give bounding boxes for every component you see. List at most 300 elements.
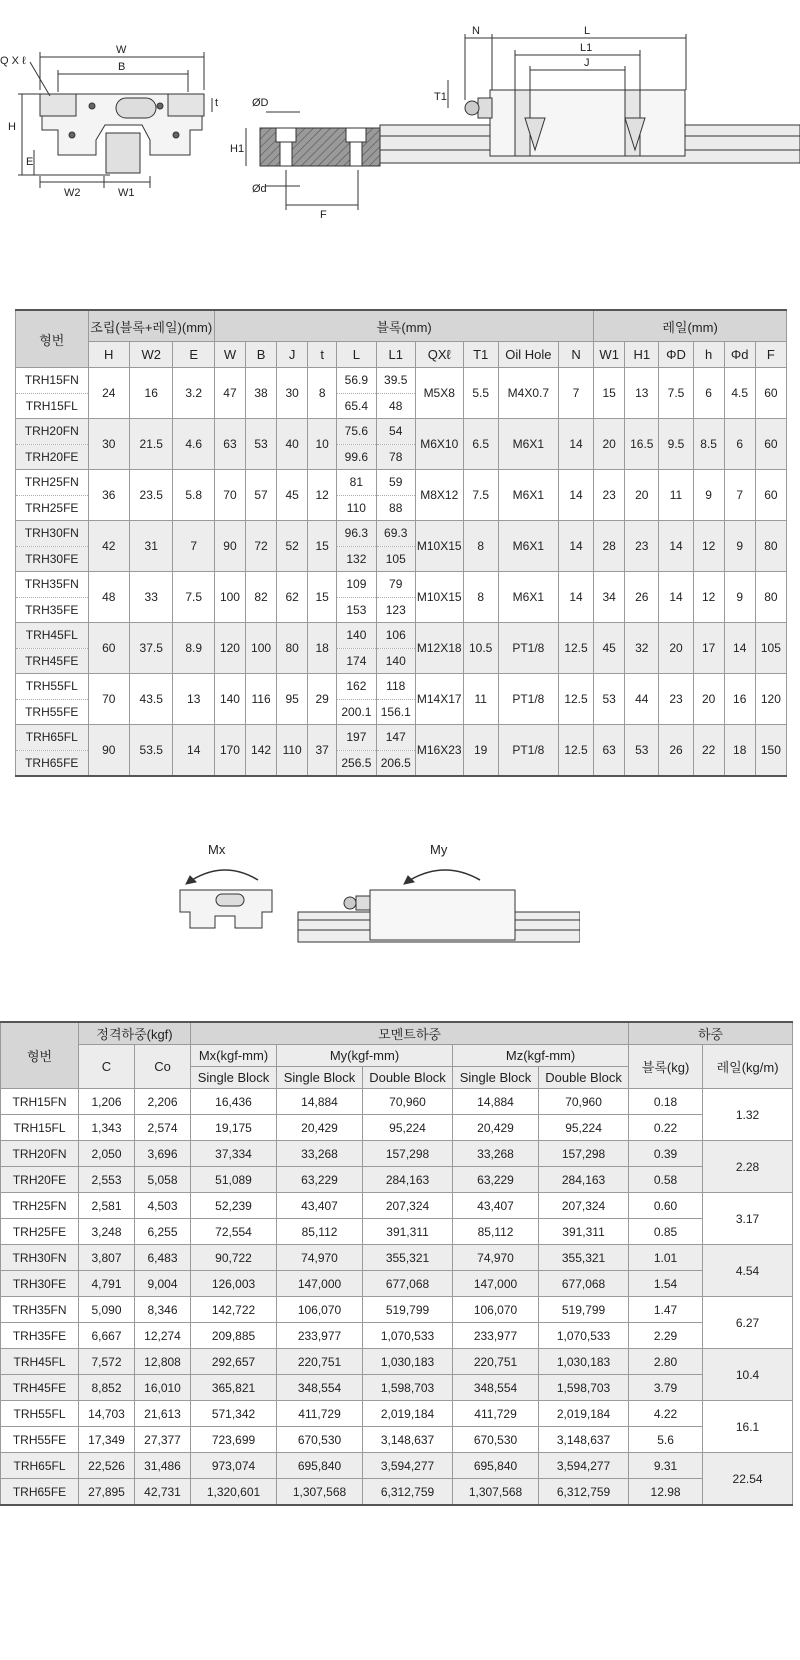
spec-cell: 12.5 [558, 674, 593, 725]
load-row [1, 1271, 793, 1297]
label-l: L [584, 25, 591, 37]
spec-cell: 8.9 [173, 623, 214, 674]
label-t: t [215, 97, 219, 109]
spec-cell: 80 [277, 623, 308, 674]
spec-cell: 59 [376, 470, 415, 496]
header-col: E [173, 342, 214, 368]
spec-cell: 8.5 [693, 419, 724, 470]
header-col: T1 [463, 342, 498, 368]
label-t1: T1 [434, 91, 447, 103]
spec-cell: 12.5 [558, 623, 593, 674]
header-col: H1 [625, 342, 659, 368]
model-cell: TRH30FE [16, 546, 89, 572]
header-col: H [88, 342, 129, 368]
spec-cell: 43.5 [129, 674, 173, 725]
load-cell: 6,312,759 [363, 1479, 453, 1506]
label-w2: W2 [64, 187, 81, 199]
model-cell: TRH45FL [16, 623, 89, 649]
spec-cell: 20 [659, 623, 693, 674]
load-cell: TRH25FE [1, 1219, 79, 1245]
load-cell: 3.79 [629, 1375, 703, 1401]
load-cell: 4,503 [135, 1193, 191, 1219]
load-cell: 14,884 [277, 1089, 363, 1115]
load-cell: 365,821 [191, 1375, 277, 1401]
load-cell: 106,070 [453, 1297, 539, 1323]
header-col: L [337, 342, 376, 368]
spec-cell: M6X1 [498, 521, 558, 572]
load-cell: 63,229 [453, 1167, 539, 1193]
load-cell: 20,429 [453, 1115, 539, 1141]
header-col: B [246, 342, 277, 368]
load-cell: TRH35FN [1, 1297, 79, 1323]
spec-cell: 60 [755, 368, 786, 419]
load-cell: 12.98 [629, 1479, 703, 1506]
spec-cell: 105 [755, 623, 786, 674]
spec-cell: 28 [594, 521, 625, 572]
load-row [1, 1115, 793, 1141]
load-header-block: 블록(kg) [629, 1045, 703, 1089]
load-cell: 2,050 [79, 1141, 135, 1167]
rail-weight-cell: 22.54 [703, 1453, 793, 1506]
load-cell: 106,070 [277, 1297, 363, 1323]
spec-cell: 12 [308, 470, 337, 521]
spec-cell: 30 [88, 419, 129, 470]
spec-cell: 96.3 [337, 521, 376, 547]
header-model: 형번 [16, 310, 89, 368]
load-cell: 1.54 [629, 1271, 703, 1297]
load-cell: 51,089 [191, 1167, 277, 1193]
load-cell: 695,840 [453, 1453, 539, 1479]
load-cell: 33,268 [277, 1141, 363, 1167]
model-cell: TRH25FE [16, 495, 89, 521]
spec-cell: 60 [755, 470, 786, 521]
spec-cell: 153 [337, 597, 376, 623]
load-cell: 22,526 [79, 1453, 135, 1479]
spec-cell: 9 [724, 521, 755, 572]
rail-weight-cell: 1.32 [703, 1089, 793, 1141]
load-cell: 1,307,568 [277, 1479, 363, 1506]
spec-cell: 45 [594, 623, 625, 674]
spec-cell: 72 [246, 521, 277, 572]
spec-cell: 63 [594, 725, 625, 777]
spec-cell: M8X12 [415, 470, 463, 521]
load-cell: 63,229 [277, 1167, 363, 1193]
spec-cell: 53.5 [129, 725, 173, 777]
spec-row [16, 725, 787, 751]
load-cell: 74,970 [453, 1245, 539, 1271]
load-cell: 126,003 [191, 1271, 277, 1297]
spec-cell: 6 [724, 419, 755, 470]
load-cell: 670,530 [453, 1427, 539, 1453]
spec-cell: 69.3 [376, 521, 415, 547]
load-header-c: C [79, 1045, 135, 1089]
spec-cell: 60 [88, 623, 129, 674]
load-cell: 348,554 [277, 1375, 363, 1401]
spec-cell: 174 [337, 648, 376, 674]
spec-cell: 16 [129, 368, 173, 419]
load-header-moment: 모멘트하중 [191, 1022, 629, 1045]
rail-weight-cell: 4.54 [703, 1245, 793, 1297]
spec-cell: M12X18 [415, 623, 463, 674]
load-cell: 43,407 [453, 1193, 539, 1219]
spec-cell: 47 [214, 368, 245, 419]
spec-cell: M16X23 [415, 725, 463, 777]
load-cell: 355,321 [363, 1245, 453, 1271]
load-row [1, 1349, 793, 1375]
spec-cell: 10 [308, 419, 337, 470]
load-cell: 355,321 [539, 1245, 629, 1271]
label-n: N [472, 25, 480, 37]
load-header-rated: 정격하중(kgf) [79, 1022, 191, 1045]
header-col: t [308, 342, 337, 368]
load-cell: TRH35FE [1, 1323, 79, 1349]
spec-cell: 14 [558, 521, 593, 572]
load-cell: 3,594,277 [363, 1453, 453, 1479]
load-cell: 209,885 [191, 1323, 277, 1349]
spec-cell: 30 [277, 368, 308, 419]
load-row [1, 1401, 793, 1427]
spec-cell: 150 [755, 725, 786, 777]
load-row [1, 1089, 793, 1115]
load-row [1, 1141, 793, 1167]
spec-cell: 62 [277, 572, 308, 623]
load-cell: 157,298 [363, 1141, 453, 1167]
spec-cell: 57 [246, 470, 277, 521]
load-cell: 391,311 [539, 1219, 629, 1245]
spec-cell: 156.1 [376, 699, 415, 725]
spec-cell: 95 [277, 674, 308, 725]
spec-row [16, 368, 787, 394]
header-col: L1 [376, 342, 415, 368]
spec-cell: 22 [693, 725, 724, 777]
moment-diagram [160, 840, 580, 960]
spec-cell: 197 [337, 725, 376, 751]
model-cell: TRH55FL [16, 674, 89, 700]
header-rail: 레일(mm) [594, 310, 787, 342]
label-phi-d-small: Ød [252, 183, 267, 195]
spec-cell: 33 [129, 572, 173, 623]
spec-cell: M4X0.7 [498, 368, 558, 419]
spec-cell: 106 [376, 623, 415, 649]
spec-cell: 45 [277, 470, 308, 521]
spec-cell: 42 [88, 521, 129, 572]
load-cell: 3,148,637 [363, 1427, 453, 1453]
spec-cell: 15 [594, 368, 625, 419]
load-header-my-double: Double Block [363, 1067, 453, 1089]
load-cell: TRH65FE [1, 1479, 79, 1506]
load-cell: TRH65FL [1, 1453, 79, 1479]
load-cell: 14,703 [79, 1401, 135, 1427]
load-cell: 1,030,183 [363, 1349, 453, 1375]
label-h1: H1 [230, 143, 245, 155]
load-cell: 3,807 [79, 1245, 135, 1271]
spec-cell: 29 [308, 674, 337, 725]
spec-cell: 7.5 [463, 470, 498, 521]
spec-cell: 53 [594, 674, 625, 725]
spec-cell: 147 [376, 725, 415, 751]
spec-row [16, 674, 787, 700]
label-h: H [8, 121, 16, 133]
label-b: B [118, 61, 126, 73]
load-cell: 233,977 [277, 1323, 363, 1349]
load-cell: 16,436 [191, 1089, 277, 1115]
model-cell: TRH35FE [16, 597, 89, 623]
spec-cell: 14 [659, 521, 693, 572]
load-cell: 6,312,759 [539, 1479, 629, 1506]
spec-cell: 5.8 [173, 470, 214, 521]
spec-cell: 12 [693, 572, 724, 623]
spec-cell: 70 [214, 470, 245, 521]
load-cell: 1.01 [629, 1245, 703, 1271]
load-cell: 6,483 [135, 1245, 191, 1271]
load-cell: 1,070,533 [363, 1323, 453, 1349]
spec-cell: 48 [88, 572, 129, 623]
load-cell: 9,004 [135, 1271, 191, 1297]
spec-cell: 14 [724, 623, 755, 674]
spec-cell: 118 [376, 674, 415, 700]
header-col: W [214, 342, 245, 368]
model-cell: TRH65FE [16, 750, 89, 776]
load-cell: TRH25FN [1, 1193, 79, 1219]
load-cell: 8,852 [79, 1375, 135, 1401]
load-cell: 95,224 [539, 1115, 629, 1141]
load-cell: 233,977 [453, 1323, 539, 1349]
load-cell: 0.60 [629, 1193, 703, 1219]
spec-cell: 14 [659, 572, 693, 623]
spec-cell: 88 [376, 495, 415, 521]
load-cell: TRH45FE [1, 1375, 79, 1401]
label-e: E [26, 156, 34, 168]
spec-cell: 200.1 [337, 699, 376, 725]
model-cell: TRH20FN [16, 419, 89, 445]
spec-row [16, 623, 787, 649]
load-cell: TRH55FE [1, 1427, 79, 1453]
spec-cell: 81 [337, 470, 376, 496]
load-cell: 2,019,184 [363, 1401, 453, 1427]
label-qxl: Q X ℓ [0, 55, 26, 67]
spec-cell: 7 [724, 470, 755, 521]
load-cell: TRH20FN [1, 1141, 79, 1167]
spec-cell: 54 [376, 419, 415, 445]
spec-cell: M6X1 [498, 419, 558, 470]
spec-cell: 10.5 [463, 623, 498, 674]
spec-row [16, 572, 787, 598]
label-my: My [430, 842, 448, 857]
load-cell: 70,960 [539, 1089, 629, 1115]
spec-cell: 12 [693, 521, 724, 572]
load-cell: 43,407 [277, 1193, 363, 1219]
spec-cell: 13 [173, 674, 214, 725]
spec-cell: 8 [463, 572, 498, 623]
spec-cell: 44 [625, 674, 659, 725]
load-header-my-single: Single Block [277, 1067, 363, 1089]
spec-cell: 16.5 [625, 419, 659, 470]
load-header-weight: 하중 [629, 1022, 793, 1045]
load-cell: TRH45FL [1, 1349, 79, 1375]
header-col: h [693, 342, 724, 368]
spec-cell: 18 [308, 623, 337, 674]
load-cell: TRH15FL [1, 1115, 79, 1141]
load-cell: 220,751 [277, 1349, 363, 1375]
header-assembly: 조립(블록+레일)(mm) [88, 310, 214, 342]
load-row [1, 1167, 793, 1193]
load-row [1, 1479, 793, 1506]
load-cell: 147,000 [277, 1271, 363, 1297]
rail-weight-cell: 10.4 [703, 1349, 793, 1401]
load-cell: 0.22 [629, 1115, 703, 1141]
load-cell: 90,722 [191, 1245, 277, 1271]
load-header-mz-double: Double Block [539, 1067, 629, 1089]
spec-row [16, 470, 787, 496]
load-header-mz-single: Single Block [453, 1067, 539, 1089]
label-phi-d-big: ØD [252, 97, 269, 109]
load-cell: 20,429 [277, 1115, 363, 1141]
load-header-rail: 레일(kg/m) [703, 1045, 793, 1089]
dimension-drawings [0, 0, 800, 230]
spec-cell: 3.2 [173, 368, 214, 419]
load-cell: 723,699 [191, 1427, 277, 1453]
spec-table [15, 309, 787, 777]
spec-cell: 140 [337, 623, 376, 649]
header-col: F [755, 342, 786, 368]
spec-cell: 100 [246, 623, 277, 674]
load-cell: 9.31 [629, 1453, 703, 1479]
load-cell: 284,163 [539, 1167, 629, 1193]
load-cell: 0.85 [629, 1219, 703, 1245]
model-cell: TRH65FL [16, 725, 89, 751]
spec-cell: 8 [308, 368, 337, 419]
header-col: W2 [129, 342, 173, 368]
spec-cell: 9 [724, 572, 755, 623]
model-cell: TRH35FN [16, 572, 89, 598]
model-cell: TRH55FE [16, 699, 89, 725]
spec-cell: 4.5 [724, 368, 755, 419]
spec-cell: 7 [558, 368, 593, 419]
label-w1: W1 [118, 187, 135, 199]
header-col: QXℓ [415, 342, 463, 368]
header-col: W1 [594, 342, 625, 368]
load-cell: 677,068 [539, 1271, 629, 1297]
load-cell: TRH15FN [1, 1089, 79, 1115]
load-cell: TRH30FN [1, 1245, 79, 1271]
load-cell: 0.18 [629, 1089, 703, 1115]
load-cell: 37,334 [191, 1141, 277, 1167]
spec-cell: 206.5 [376, 750, 415, 776]
spec-cell: PT1/8 [498, 623, 558, 674]
load-cell: 2,581 [79, 1193, 135, 1219]
spec-cell: 11 [659, 470, 693, 521]
load-cell: 220,751 [453, 1349, 539, 1375]
label-w: W [116, 44, 127, 56]
load-cell: 3,248 [79, 1219, 135, 1245]
load-cell: 72,554 [191, 1219, 277, 1245]
spec-cell: 8 [463, 521, 498, 572]
load-cell: 8,346 [135, 1297, 191, 1323]
load-cell: 2,553 [79, 1167, 135, 1193]
load-cell: 142,722 [191, 1297, 277, 1323]
load-cell: 3,148,637 [539, 1427, 629, 1453]
load-cell: 17,349 [79, 1427, 135, 1453]
spec-cell: 20 [594, 419, 625, 470]
spec-cell: 70 [88, 674, 129, 725]
spec-cell: 15 [308, 521, 337, 572]
load-cell: 3,594,277 [539, 1453, 629, 1479]
load-cell: 95,224 [363, 1115, 453, 1141]
spec-cell: 18 [724, 725, 755, 777]
load-cell: 74,970 [277, 1245, 363, 1271]
spec-cell: 14 [558, 572, 593, 623]
spec-cell: 110 [337, 495, 376, 521]
spec-cell: 14 [558, 419, 593, 470]
label-f: F [320, 209, 327, 221]
load-cell: 14,884 [453, 1089, 539, 1115]
spec-cell: 123 [376, 597, 415, 623]
load-cell: 348,554 [453, 1375, 539, 1401]
load-cell: 5.6 [629, 1427, 703, 1453]
model-cell: TRH15FN [16, 368, 89, 394]
header-col: ΦD [659, 342, 693, 368]
spec-cell: 82 [246, 572, 277, 623]
rail-weight-cell: 2.28 [703, 1141, 793, 1193]
load-cell: 85,112 [277, 1219, 363, 1245]
load-cell: 7,572 [79, 1349, 135, 1375]
load-cell: 1,030,183 [539, 1349, 629, 1375]
spec-cell: 40 [277, 419, 308, 470]
spec-row [16, 419, 787, 445]
load-cell: 1,320,601 [191, 1479, 277, 1506]
load-header-mx-single: Single Block [191, 1067, 277, 1089]
load-cell: 0.58 [629, 1167, 703, 1193]
load-cell: TRH20FE [1, 1167, 79, 1193]
spec-cell: 38 [246, 368, 277, 419]
rail-weight-cell: 3.17 [703, 1193, 793, 1245]
load-cell: TRH55FL [1, 1401, 79, 1427]
spec-cell: 80 [755, 521, 786, 572]
spec-cell: 109 [337, 572, 376, 598]
load-cell: TRH30FE [1, 1271, 79, 1297]
load-cell: 2.80 [629, 1349, 703, 1375]
spec-cell: 32 [625, 623, 659, 674]
load-header-my: My(kgf-mm) [277, 1045, 453, 1067]
load-cell: 147,000 [453, 1271, 539, 1297]
load-row [1, 1297, 793, 1323]
spec-cell: 20 [693, 674, 724, 725]
load-cell: 677,068 [363, 1271, 453, 1297]
load-header-mz: Mz(kgf-mm) [453, 1045, 629, 1067]
spec-cell: 100 [214, 572, 245, 623]
load-cell: 695,840 [277, 1453, 363, 1479]
load-cell: 0.39 [629, 1141, 703, 1167]
header-col: J [277, 342, 308, 368]
spec-cell: 60 [755, 419, 786, 470]
spec-cell: 37 [308, 725, 337, 777]
spec-cell: 4.6 [173, 419, 214, 470]
spec-cell: 14 [173, 725, 214, 777]
spec-cell: 6.5 [463, 419, 498, 470]
spec-cell: 116 [246, 674, 277, 725]
header-col: Φd [724, 342, 755, 368]
load-cell: 207,324 [363, 1193, 453, 1219]
spec-cell: 5.5 [463, 368, 498, 419]
load-cell: 571,342 [191, 1401, 277, 1427]
spec-cell: 99.6 [337, 444, 376, 470]
spec-cell: 170 [214, 725, 245, 777]
spec-cell: 21.5 [129, 419, 173, 470]
load-header-mx: Mx(kgf-mm) [191, 1045, 277, 1067]
load-cell: 6,667 [79, 1323, 135, 1349]
spec-cell: 19 [463, 725, 498, 777]
load-cell: 2,019,184 [539, 1401, 629, 1427]
